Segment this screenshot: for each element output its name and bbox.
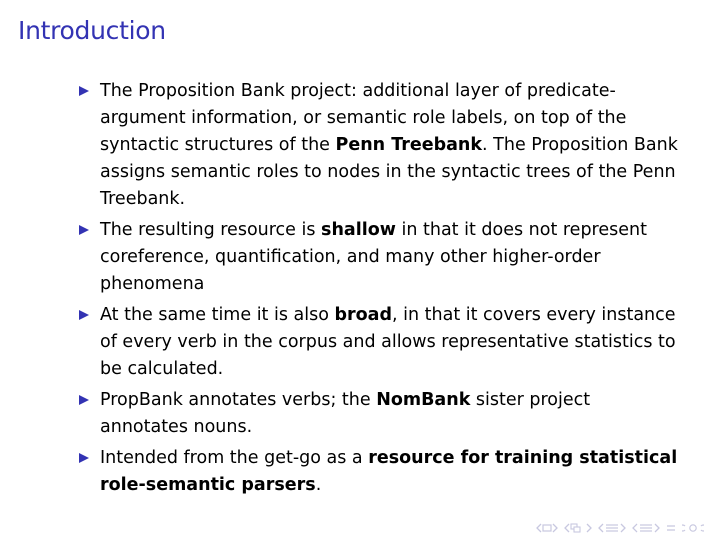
bold-term: shallow: [321, 220, 396, 240]
bullet-text: .: [315, 475, 322, 495]
bullet-item: [72, 445, 682, 499]
beamer-navigation-bar: [536, 523, 704, 533]
bullet-text: The Proposition Bank project: additional layer of predicate-argument information, or semantic role labels, on top of the syntactic structures of the: [100, 81, 627, 155]
bullet-triangle-icon: [79, 86, 89, 96]
search-icon[interactable]: [682, 523, 704, 533]
slide-title: Introduction: [18, 16, 166, 45]
bullet-text: Intended from the get-go as a: [100, 448, 369, 468]
prev-next-subsection-icon[interactable]: [598, 523, 626, 533]
bullet-text: , in that it covers every instance of every verb in the corpus and allows representative statistics to be calculated.: [100, 305, 676, 379]
bold-term: NomBank: [376, 390, 471, 410]
prev-next-frame-icon[interactable]: [564, 523, 592, 533]
bullet-list: [72, 78, 682, 503]
bullet-item: [72, 387, 682, 441]
bold-term: resource for training statistical role-semantic parsers: [100, 448, 678, 495]
prev-next-slide-icon[interactable]: [536, 523, 558, 533]
bullet-text: in that it does not represent coreference, quantification, and many other higher-order phenomena: [100, 220, 647, 294]
bullet-item: [72, 78, 682, 213]
bullet-item: [72, 302, 682, 383]
prev-next-section-icon[interactable]: [632, 523, 660, 533]
bullet-text: The resulting resource is: [100, 220, 322, 240]
bullet-text: sister project annotates nouns.: [100, 390, 591, 437]
bullet-text: PropBank annotates verbs; the: [100, 390, 377, 410]
bullet-text: . The Proposition Bank assigns semantic roles to nodes in the syntactic trees of the Penn Treebank.: [100, 135, 678, 209]
bullet-triangle-icon: [79, 453, 89, 463]
bullet-triangle-icon: [79, 310, 89, 320]
bullet-triangle-icon: [79, 225, 89, 235]
bullet-triangle-icon: [79, 395, 89, 405]
bold-term: broad: [334, 305, 393, 325]
bold-term: Penn Treebank: [335, 135, 483, 155]
bullet-text: At the same time it is also: [100, 305, 335, 325]
bullet-item: [72, 217, 682, 298]
align-icon[interactable]: [666, 523, 676, 533]
